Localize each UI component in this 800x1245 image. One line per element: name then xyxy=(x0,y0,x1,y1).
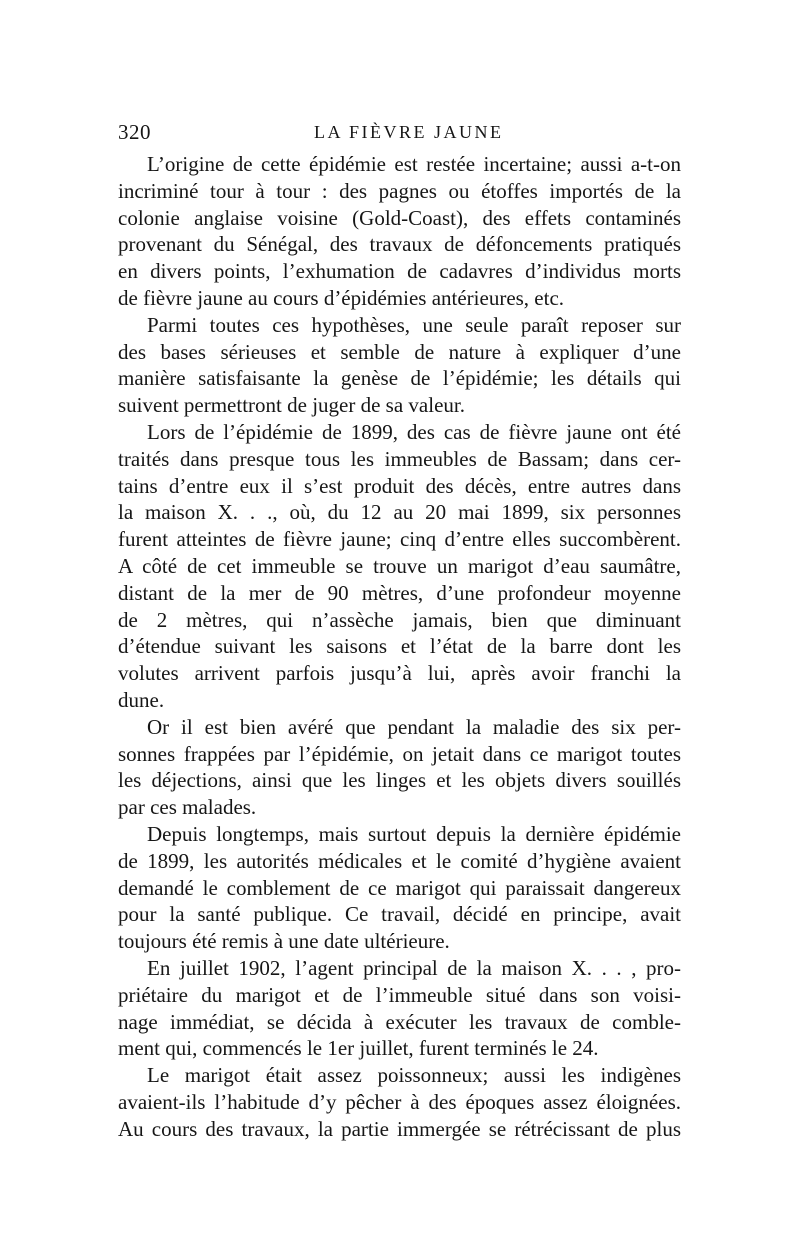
running-title: LA FIÈVRE JAUNE xyxy=(314,122,504,142)
text-line: toujours été remis à une date ultérieure. xyxy=(118,929,450,954)
text-line: sonnes frappées par l’épidémie, on jetait dans ce marigot toutes xyxy=(118,741,681,766)
text-line: En juillet 1902, l’agent principal de la maison X. . . , pro- xyxy=(147,955,681,980)
text-line: volutes arrivent parfois jusqu’à lui, après avoir franchi la xyxy=(118,661,681,686)
text-line: distant de la mer de 90 mètres, d’une profondeur moyenne xyxy=(118,580,681,605)
text-line: dune. xyxy=(118,687,165,712)
text-line: demandé le comblement de ce marigot qui paraissait dangereux xyxy=(118,875,681,900)
text-line: tains d’entre eux il s’est produit des décès, entre autres dans xyxy=(118,473,681,498)
text-line: de 2 mètres, qui n’assèche jamais, bien que diminuant xyxy=(118,607,681,632)
text-line: Le marigot était assez poissonneux; aussi les indigènes xyxy=(147,1063,681,1088)
text-line: furent atteintes de fièvre jaune; cinq d’entre elles succombèrent. xyxy=(118,527,681,552)
text-line: traités dans presque tous les immeubles de Bassam; dans cer- xyxy=(118,446,681,471)
text-line: L’origine de cette épidémie est restée incertaine; aussi a-t-on xyxy=(147,152,681,176)
text-line: A côté de cet immeuble se trouve un marigot d’eau saumâtre, xyxy=(118,553,681,578)
text-line: de fièvre jaune au cours d’épidémies antérieures, etc. xyxy=(118,285,565,310)
text-line: d’étendue suivant les saisons et l’état de la barre dont les xyxy=(118,634,681,659)
text-line: avaient-ils l’habitude d’y pêcher à des époques assez éloignées. xyxy=(118,1089,681,1114)
text-line: les déjections, ainsi que les linges et les objets divers souillés xyxy=(118,768,681,793)
text-line: nage immédiat, se décida à exécuter les travaux de comble- xyxy=(118,1009,681,1034)
text-line: par ces malades. xyxy=(118,795,257,820)
text-line: de 1899, les autorités médicales et le comité d’hygiène avaient xyxy=(118,848,681,873)
page-number: 320 xyxy=(118,120,151,144)
text-line: incriminé tour à tour : des pagnes ou étoffes importés de la xyxy=(118,178,681,203)
text-line: Lors de l’épidémie de 1899, des cas de fièvre jaune ont été xyxy=(147,419,681,444)
running-head xyxy=(118,120,682,150)
text-line: en divers points, l’exhumation de cadavres d’individus morts xyxy=(118,259,681,284)
text-line: provenant du Sénégal, des travaux de défoncements pratiqués xyxy=(118,232,681,257)
text-line: la maison X. . ., où, du 12 au 20 mai 1899, six personnes xyxy=(118,500,681,525)
text-line: Au cours des travaux, la partie immergée se rétrécissant de plus xyxy=(118,1116,681,1141)
text-line: manière satisfaisante la genèse de l’épidémie; les détails qui xyxy=(118,366,681,391)
text-line: des bases sérieuses et semble de nature à expliquer d’une xyxy=(118,339,681,364)
text-line: priétaire du marigot et de l’immeuble situé dans son voisi- xyxy=(118,982,681,1007)
text-line: Depuis longtemps, mais surtout depuis la dernière épidémie xyxy=(147,821,681,846)
text-line: suivent permettront de juger de sa valeur. xyxy=(118,393,465,418)
text-line: Parmi toutes ces hypothèses, une seule paraît reposer sur xyxy=(147,312,681,337)
text-line: colonie anglaise voisine (Gold-Coast), des effets contaminés xyxy=(118,205,681,230)
text-line: ment qui, commencés le 1er juillet, furent terminés le 24. xyxy=(118,1036,599,1061)
text-line: pour la santé publique. Ce travail, décidé en principe, avait xyxy=(118,902,681,927)
text-line: Or il est bien avéré que pendant la maladie des six per- xyxy=(147,714,681,739)
body-text xyxy=(118,151,681,1142)
